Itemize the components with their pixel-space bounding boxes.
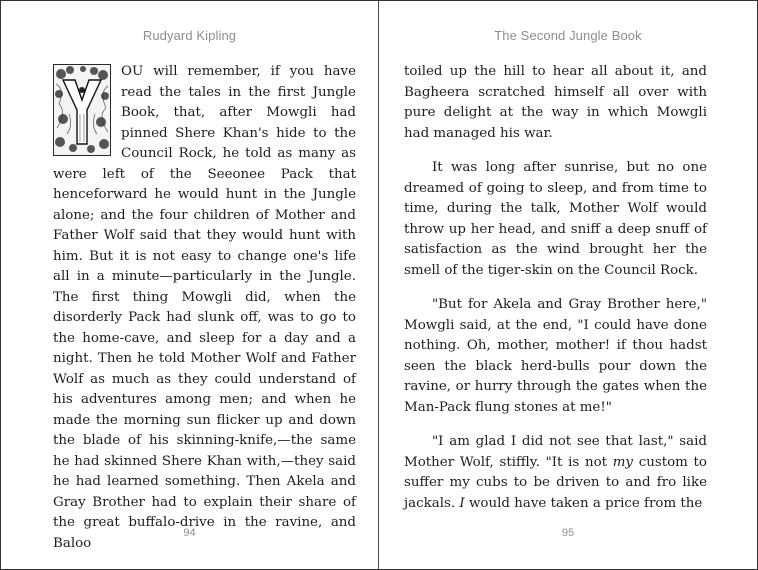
left-page[interactable]	[1, 1, 379, 569]
emphasis-i: I	[459, 495, 465, 511]
paragraph-2: It was long after sunrise, but no one dreamed of going to sleep, and from time to time, during the talk, Mother Wolf would throw up her head, and sniff a deep snuff of satisfaction as the wind brought her the smell of the tiger-skin on the Council Rock.	[404, 160, 707, 278]
running-head-title: The Second Jungle Book	[494, 28, 642, 43]
opening-paragraph	[53, 62, 356, 554]
paragraph-4-part-b: custom to suffer my cubs to be driven to and fro like jackals.	[404, 454, 707, 511]
paragraph-4-part-a: "I am glad I did not see that last," said Mother Wolf, stiffly. "It is not	[404, 434, 707, 470]
emphasis-my: my	[612, 454, 633, 470]
opening-paragraph-text: OU will remember, if you have read the tales in the first Jungle Book, that, after Mowgli had pinned Shere Khan's hide to the Council Rock, he told as many as were left of the Seeonee Pack that henceforward he would hunt in the Jungle alone; and the four children of Mother and Father Wolf said that they would hunt with him. But it is not easy to change one's life all in a minute—particularly in the Jungle. The first thing Mowgli did, when the disorderly Pack had slunk off, was to go to the home-cave, and sleep for a day and a night. Then he told Mother Wolf and Father Wolf as much as they could understand of his adventures among men; and when he made the morning sun flicker up and down the blade of his skinning-knife,—the same he had skinned Shere Khan with,—they said he had learned something. Then Akela and Gray Brother had to explain their share of the great buffalo-drive in the ravine, and Baloo	[53, 64, 356, 551]
right-page-text	[404, 62, 707, 514]
page-number-right: 95	[561, 527, 575, 539]
illustrated-dropcap-y-icon	[53, 64, 111, 156]
left-page-text	[53, 62, 356, 554]
running-head-author: Rudyard Kipling	[142, 28, 237, 43]
continued-paragraph: toiled up the hill to hear all about it, and Bagheera scratched himself all over with pure delight at the way in which Mowgli had managed his war.	[404, 64, 707, 141]
right-page[interactable]	[379, 1, 757, 569]
paragraph-4-part-c: would have taken a price from the	[464, 495, 703, 511]
paragraph-3: "But for Akela and Gray Brother here," Mowgli said, at the end, "I could have done nothing. Oh, mother, mother! if thou hadst seen the black herd-bulls pour down the ravine, or hurry through the gates when the Man-Pack flung stones at me!"	[404, 297, 707, 415]
page-number-left: 94	[183, 527, 196, 539]
paragraph-4	[404, 432, 707, 514]
